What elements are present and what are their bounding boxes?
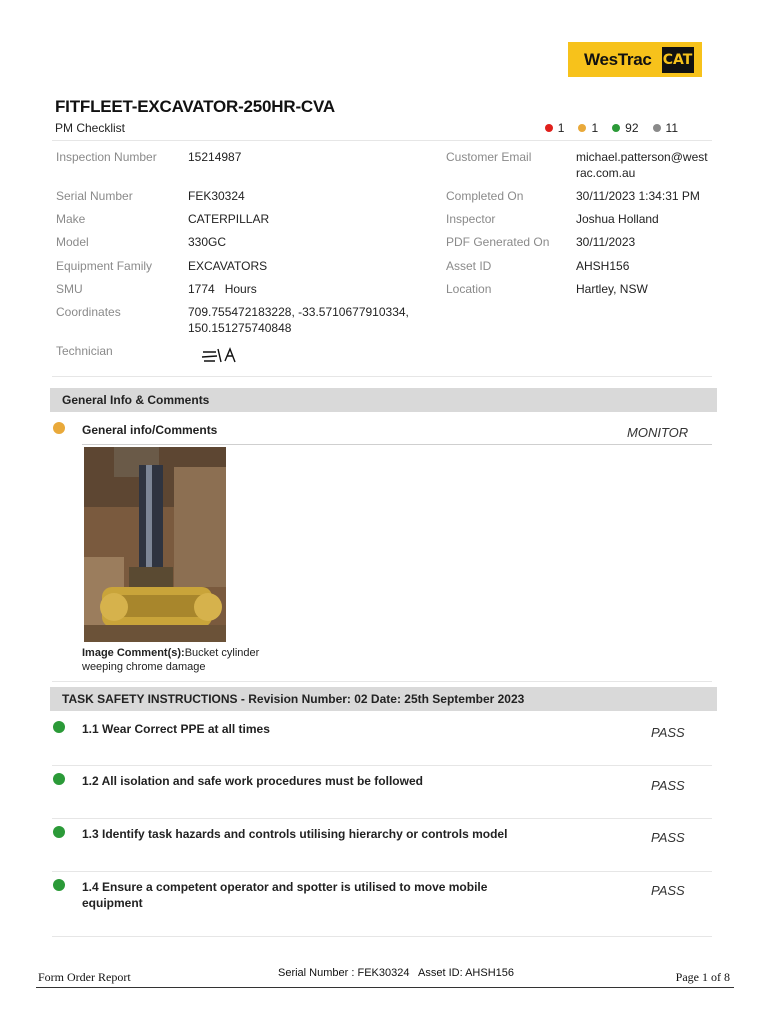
- divider: [52, 936, 712, 937]
- customer-email-value-line1: michael.patterson@west: [576, 150, 708, 164]
- smu-label: SMU: [56, 282, 83, 296]
- image-comment-text: Bucket cylinder weeping chrome damage: [82, 647, 260, 673]
- customer-email-label: Customer Email: [446, 150, 532, 164]
- completed-on-label: Completed On: [446, 189, 524, 203]
- westrac-cat-logo: [568, 42, 702, 77]
- item-1-2-result: PASS: [651, 778, 685, 793]
- inspection-number-label: Inspection Number: [56, 150, 157, 164]
- divider: [52, 376, 712, 377]
- item-1-4-line1: 1.4 Ensure a competent operator and spotter is utilised to move mobile: [82, 880, 488, 894]
- equipment-family-value: EXCAVATORS: [188, 259, 268, 273]
- completed-on-value: 30/11/2023 1:34:31 PM: [576, 189, 700, 203]
- asset-id-label: Asset ID: [446, 259, 492, 273]
- pass-status-dot-icon: [53, 773, 65, 785]
- technician-label: Technician: [56, 344, 113, 358]
- count-critical: 1: [545, 121, 565, 135]
- model-value: 330GC: [188, 235, 227, 249]
- item-1-2: 1.2 All isolation and safe work procedures must be followed: [82, 774, 423, 788]
- image-comment-label: Image Comment(s):: [82, 647, 185, 659]
- pass-status-dot-icon: [53, 721, 65, 733]
- red-status-dot-icon: [545, 124, 553, 132]
- amber-status-dot-icon: [578, 124, 586, 132]
- item-1-3-result: PASS: [651, 830, 685, 845]
- inspector-value: Joshua Holland: [576, 212, 659, 226]
- location-value: Hartley, NSW: [576, 282, 648, 296]
- status-counts: [545, 121, 678, 135]
- coordinates-value-line2: 150.151275740848: [188, 321, 292, 335]
- divider: [52, 871, 712, 872]
- inspection-number-value: 15214987: [188, 150, 242, 164]
- report-title: FITFLEET-EXCAVATOR-250HR-CVA: [55, 97, 335, 116]
- divider: [52, 765, 712, 766]
- serial-number-value: FEK30324: [188, 189, 245, 203]
- item-1-4-line2: equipment: [82, 896, 143, 910]
- customer-email-value-line2: rac.com.au: [576, 166, 636, 180]
- green-status-dot-icon: [612, 124, 620, 132]
- equipment-family-label: Equipment Family: [56, 259, 153, 273]
- item-1-1-result: PASS: [651, 725, 685, 740]
- smu-value: 1774 Hours: [188, 282, 257, 296]
- cat-logo-icon: CAT: [662, 47, 694, 73]
- grey-status-dot-icon: [653, 124, 661, 132]
- inspection-photo[interactable]: [84, 447, 226, 642]
- model-label: Model: [56, 235, 89, 249]
- coordinates-label: Coordinates: [56, 305, 121, 319]
- coordinates-value-line1: 709.755472183228, -33.5710677910334,: [188, 305, 409, 319]
- item-1-3: 1.3 Identify task hazards and controls utilising hierarchy or controls model: [82, 827, 508, 841]
- pdf-generated-label: PDF Generated On: [446, 235, 550, 249]
- item-1-1: 1.1 Wear Correct PPE at all times: [82, 722, 270, 736]
- brand-name: WesTrac: [584, 49, 652, 69]
- item-result-monitor: MONITOR: [627, 425, 689, 440]
- item-general-info: General info/Comments: [82, 423, 218, 437]
- footer-serial-asset: Serial Number : FEK30324 Asset ID: AHSH156: [278, 967, 515, 979]
- divider: [52, 681, 712, 682]
- photo-bucket-cylinder: [84, 447, 226, 642]
- report-subtitle: PM Checklist: [55, 121, 126, 135]
- serial-number-label: Serial Number: [56, 189, 133, 203]
- count-pass: 92: [612, 121, 638, 135]
- make-value: CATERPILLAR: [188, 212, 270, 226]
- section-title-general: General Info & Comments: [62, 393, 210, 407]
- section-title-task-safety: TASK SAFETY INSTRUCTIONS - Revision Number: 02 Date: 25th September 2023: [62, 692, 525, 706]
- divider: [82, 444, 712, 445]
- divider: [52, 140, 712, 141]
- asset-id-value: AHSH156: [576, 259, 630, 273]
- pdf-generated-value: 30/11/2023: [576, 235, 636, 249]
- footer-divider: [36, 987, 734, 988]
- footer-page-number: Page 1 of 8: [675, 970, 730, 984]
- inspector-label: Inspector: [446, 212, 496, 226]
- item-1-4-result: PASS: [651, 883, 685, 898]
- count-monitor: 1: [578, 121, 598, 135]
- monitor-status-dot-icon: [53, 422, 65, 434]
- divider: [52, 818, 712, 819]
- count-na: 11: [653, 121, 678, 135]
- make-label: Make: [56, 212, 86, 226]
- pass-status-dot-icon: [53, 879, 65, 891]
- pass-status-dot-icon: [53, 826, 65, 838]
- image-comment: [82, 646, 272, 674]
- footer-report-name: Form Order Report: [38, 970, 131, 984]
- technician-signature: [200, 344, 246, 366]
- location-label: Location: [446, 282, 492, 296]
